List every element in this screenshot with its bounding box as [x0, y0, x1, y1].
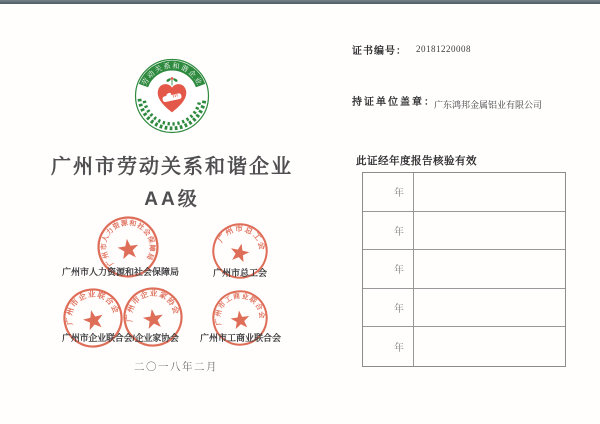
entry-cell	[414, 173, 565, 211]
entry-cell	[414, 289, 565, 327]
svg-text:广州市总工会: 广州市总工会	[215, 224, 268, 252]
svg-text:广州市人力资源和社会保障局: 广州市人力资源和社会保障局	[101, 219, 155, 268]
star-icon	[81, 308, 105, 331]
table-row	[363, 327, 565, 366]
entry-cell	[414, 250, 565, 288]
seal-label-commerce-federation: 广州市工商业联合会	[200, 333, 282, 343]
table-row	[363, 250, 565, 289]
entry-cell	[414, 327, 565, 366]
svg-text:广州市工商业联合会: 广州市工商业联合会	[214, 292, 266, 326]
emblem-arc-text: 劳动关系和谐企业	[139, 60, 205, 88]
certificate-grade: AA级	[144, 189, 200, 210]
year-cell: 年	[363, 327, 414, 366]
scan-top-edge	[0, 0, 600, 4]
year-cell: 年	[363, 212, 414, 250]
holder-seal-label: 持证单位盖章：	[352, 97, 436, 108]
entry-cell	[414, 212, 565, 250]
certificate-title: 广州市劳动关系和谐企业	[51, 156, 293, 178]
year-cell: 年	[363, 173, 414, 211]
svg-text:广州市企业联合会: 广州市企业联合会	[64, 289, 121, 326]
issue-date: 二〇一八年二月	[134, 361, 218, 373]
seal-label-enterprise-federation: 广州市企业联合会/企业家协会	[62, 333, 179, 343]
table-row	[363, 212, 565, 251]
year-cell: 年	[363, 250, 414, 288]
annual-verification-table	[362, 172, 566, 367]
cert-number-value: 20181220008	[416, 44, 471, 54]
table-row	[363, 289, 565, 328]
star-icon	[142, 307, 165, 329]
star-icon	[117, 237, 140, 259]
cert-number-label: 证书编号：	[352, 46, 407, 57]
harmonious-enterprise-emblem-icon	[134, 58, 210, 134]
star-icon	[230, 309, 251, 329]
holder-company-name: 广东鸿邦金属铝业有限公司	[434, 100, 543, 110]
seal-label-hr-bureau: 广州市人力资源和社会保障局	[62, 267, 180, 277]
annual-verification-note: 此证经年度报告核验有效	[356, 155, 477, 167]
year-cell: 年	[363, 289, 414, 327]
svg-text:广州市企业家协会: 广州市企业家协会	[124, 288, 182, 323]
star-icon	[229, 242, 251, 263]
seal-label-trade-union: 广州市总工会	[213, 268, 268, 278]
table-row	[363, 173, 565, 212]
